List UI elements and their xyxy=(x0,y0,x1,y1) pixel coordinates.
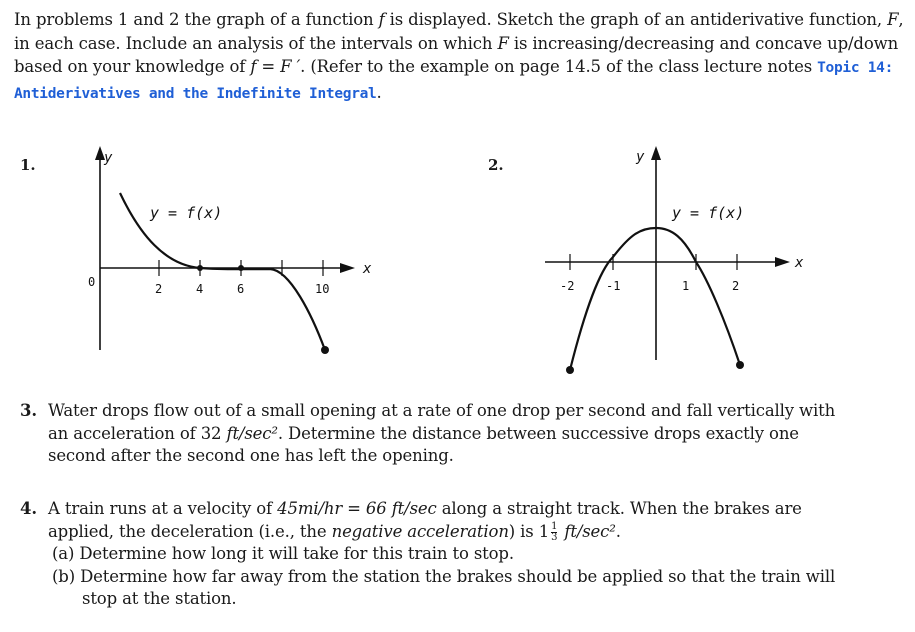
problem-4-number: 4. xyxy=(20,499,37,518)
problem-4 xyxy=(20,498,900,611)
fraction: $\frac{1}{3}$ xyxy=(551,520,558,543)
graph-2-tick-label: 2 xyxy=(732,279,740,293)
intro-F: F xyxy=(887,10,899,29)
problem-1-number: 1. xyxy=(20,156,36,174)
graph-1-tick-label: 2 xyxy=(155,282,163,296)
problem-4-part-b: (b) Determine how far away from the station the brakes should be applied so that the train will xyxy=(52,566,836,586)
graph-2 xyxy=(540,140,830,375)
intro-text: is displayed. Sketch the graph of an antiderivative function, xyxy=(384,10,888,29)
instructions-paragraph xyxy=(14,8,904,106)
graph-1-x-arrow xyxy=(340,263,355,273)
graph-2-endpoint xyxy=(566,366,574,374)
graph-1-y-label: y xyxy=(104,150,113,166)
graph-2-curve xyxy=(570,228,740,370)
intro-text: , in each case. Include an analysis of the intervals on which xyxy=(14,10,904,53)
intro-text: . (Refer to the example on page 14.5 of the class lecture notes xyxy=(300,57,818,76)
graph-2-y-arrow xyxy=(651,146,661,160)
graph-2-x-arrow xyxy=(775,257,790,267)
graph-2-function-label: y = f(x) xyxy=(672,204,745,222)
intro-text: . xyxy=(376,82,382,102)
intro-text: is increasing/decreasing and concave up/down based on your knowledge of xyxy=(14,33,899,76)
intro-F: F xyxy=(497,33,509,53)
problem-4-part-a: (a) Determine how long it will take for this train to stop. xyxy=(52,544,514,563)
graph-2-x-label: x xyxy=(795,255,804,271)
graph-1-origin-label: 0 xyxy=(88,275,96,289)
graph-2-tick-label: -2 xyxy=(560,279,575,293)
graph-1 xyxy=(80,140,380,360)
problem-3-number: 3. xyxy=(20,401,37,420)
graph-1-tick-label: 4 xyxy=(196,282,204,296)
graph-2-endpoint xyxy=(736,361,744,369)
intro-text: In problems 1 and 2 the graph of a function xyxy=(14,10,379,29)
graph-2-tick-label: -1 xyxy=(606,279,621,293)
problem-3-text: Water drops flow out of a small opening at a rate of one drop per second and fall vertically with xyxy=(48,401,836,420)
problem-2-number: 2. xyxy=(488,156,504,174)
graph-1-point xyxy=(197,265,203,271)
graph-1-x-label: x xyxy=(363,261,372,277)
graph-2-tick-label: 1 xyxy=(682,279,690,293)
problem-4-text: A train runs at a velocity of 45mi/hr = 66 ft/sec along a straight track. When the brakes are xyxy=(48,499,802,518)
graph-1-tick-label: 10 xyxy=(315,282,330,296)
problem-3-text: second after the second one has left the opening. xyxy=(48,446,454,465)
problem-4-part-b-cont: stop at the station. xyxy=(82,589,237,608)
graph-1-tick-label: 6 xyxy=(237,282,245,296)
intro-equation: f = F ′ xyxy=(250,57,301,76)
graph-1-point xyxy=(238,265,244,271)
problem-4-text: applied, the deceleration (i.e., the negative acceleration) is 1 $\frac{1}{3}$ ft/sec². xyxy=(48,520,621,543)
problem-3 xyxy=(20,400,900,468)
intro-f: f xyxy=(378,10,385,29)
graph-1-function-label: y = f(x) xyxy=(150,204,223,222)
lecture-notes-reference: Topic 14: Antiderivatives and the Indefinite Integral xyxy=(14,60,893,102)
graph-1-endpoint xyxy=(321,346,329,354)
problem-3-text: an acceleration of 32 ft/sec². Determine the distance between successive drops exactly one xyxy=(48,423,799,443)
graph-2-y-label: y xyxy=(636,149,645,165)
